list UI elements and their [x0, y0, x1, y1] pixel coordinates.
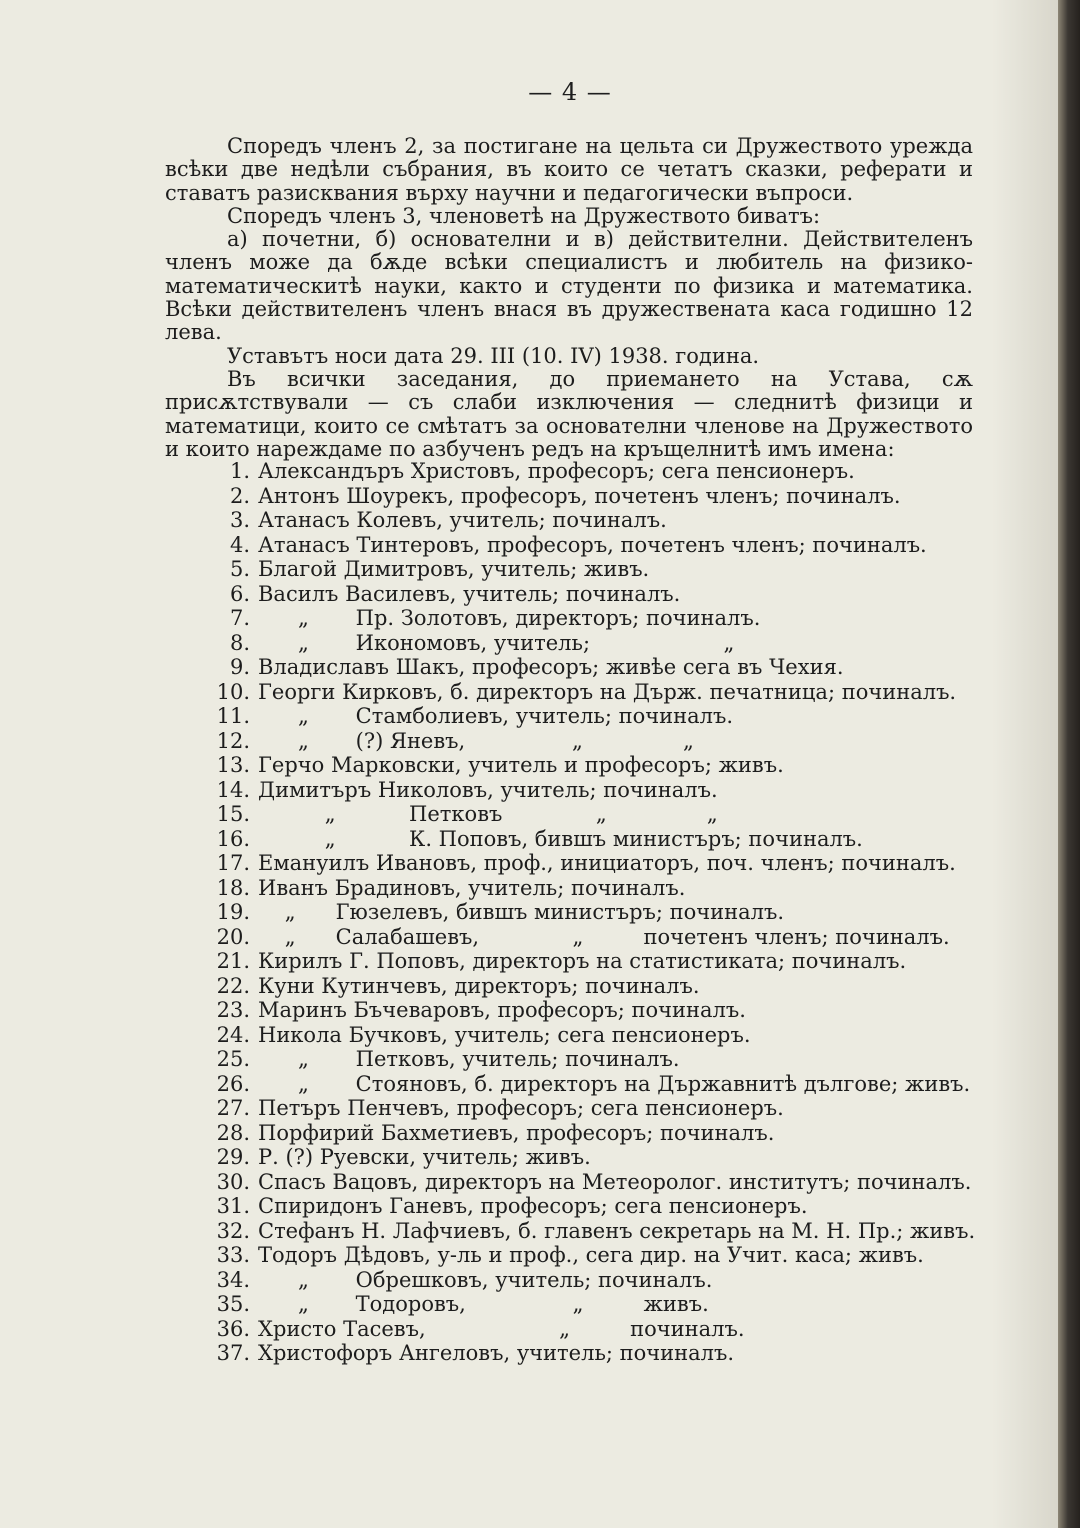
- list-item: [205, 827, 995, 852]
- list-item: [205, 900, 995, 925]
- list-item-number: 13.: [216, 753, 250, 777]
- list-item-number: 4.: [229, 532, 250, 557]
- list-item: [205, 1292, 995, 1317]
- list-item-text: „ Салабашевъ, „ почетенъ членъ; починалъ.: [258, 924, 950, 949]
- list-item: [205, 1268, 995, 1293]
- list-item: [205, 851, 995, 876]
- list-item: [205, 1145, 995, 1170]
- list-item: [205, 557, 995, 582]
- list-item: [205, 459, 995, 484]
- list-item: [205, 876, 995, 901]
- list-item-number: 14.: [216, 777, 250, 802]
- list-item: [205, 1194, 995, 1219]
- list-item-number: 32.: [216, 1218, 250, 1243]
- list-item-text: Никола Бучковъ, учитель; сега пенсионеръ.: [258, 1022, 751, 1047]
- list-item-number: 30.: [216, 1169, 250, 1194]
- list-item: [205, 998, 995, 1023]
- list-item-text: Василъ Василевъ, учитель; починалъ.: [258, 581, 681, 606]
- list-item-text: „ (?) Яневъ, „ „: [258, 728, 694, 753]
- list-item-text: „ Стамболиевъ, учитель; починалъ.: [258, 704, 734, 728]
- list-item: [205, 533, 995, 558]
- list-item-text: Благой Димитровъ, учитель; живъ.: [258, 557, 650, 581]
- paragraph: Въ всички заседания, до приемането на Устава, сѫ присѫтствували — съ слаби изключения — следнитѣ физици и математици, които се смѣтатъ за основателни членове на Дружеството и които нареждаме по азбученъ редъ на кръщелнитѣ имъ имена:: [165, 366, 973, 461]
- list-item-text: Христофоръ Ангеловъ, учитель; починалъ.: [258, 1341, 735, 1365]
- paragraph: Споредъ членъ 2, за постигане на цельта си Дружеството урежда всѣки две недѣли събрания, въ които се четатъ сказки, реферати и ставатъ разисквания върху научни и педагогически въпроси.: [165, 134, 973, 205]
- list-item-text: Атанасъ Колевъ, учитель; починалъ.: [258, 508, 667, 532]
- list-item-text: „ Гюзелевъ, бившъ министъръ; починалъ.: [258, 900, 785, 924]
- list-item-number: 27.: [216, 1096, 250, 1120]
- list-item: [205, 606, 995, 631]
- list-item-number: 21.: [216, 949, 250, 973]
- members-list: [205, 459, 995, 1366]
- list-item-text: Иванъ Брадиновъ, учитель; починалъ.: [258, 875, 686, 900]
- list-item-text: „ Икономовъ, учитель; „: [258, 630, 735, 655]
- list-item-number: 19.: [216, 900, 250, 924]
- list-item-text: Герчо Марковски, учитель и професоръ; живъ.: [258, 753, 784, 777]
- list-item-number: 16.: [216, 826, 250, 851]
- list-item-number: 22.: [216, 973, 250, 998]
- list-item-number: 12.: [216, 728, 250, 753]
- list-item-number: 29.: [216, 1145, 250, 1169]
- list-item-text: „ Обрешковъ, учитель; починалъ.: [258, 1267, 713, 1292]
- list-item-number: 5.: [229, 557, 250, 581]
- list-item-number: 15.: [216, 802, 250, 826]
- list-item-number: 35.: [216, 1292, 250, 1316]
- body-text: [165, 135, 973, 461]
- list-item: [205, 1072, 995, 1097]
- list-item: [205, 1023, 995, 1048]
- list-item-number: 2.: [229, 483, 250, 508]
- list-item-number: 28.: [216, 1120, 250, 1145]
- list-item-text: Маринъ Бъчеваровъ, професоръ; починалъ.: [258, 998, 746, 1022]
- list-item-text: Владиславъ Шакъ, професоръ; живѣе сега въ Чехия.: [258, 655, 844, 679]
- list-item: [205, 1047, 995, 1072]
- list-item-text: Кирилъ Г. Поповъ, директоръ на статистиката; починалъ.: [258, 949, 907, 973]
- list-item-number: 36.: [216, 1316, 250, 1341]
- list-item: [205, 753, 995, 778]
- list-item-number: 23.: [216, 998, 250, 1022]
- list-item-text: Атанасъ Тинтеровъ, професоръ, почетенъ членъ; починалъ.: [258, 532, 927, 557]
- list-item: [205, 508, 995, 533]
- list-item: [205, 1341, 995, 1366]
- list-item-text: Порфирий Бахметиевъ, професоръ; починалъ.: [258, 1120, 775, 1145]
- list-item-text: Петъръ Пенчевъ, професоръ; сега пенсионеръ.: [258, 1096, 784, 1120]
- list-item-number: 8.: [229, 630, 250, 655]
- list-item: [205, 1219, 995, 1244]
- list-item-text: Тодоръ Дѣдовъ, у-ль и проф., сега дир. на Учит. каса; живъ.: [258, 1243, 924, 1267]
- paragraph: Уставътъ носи дата 29. III (10. IV) 1938. година.: [227, 343, 760, 368]
- list-item: [205, 680, 995, 705]
- paragraph: а) почетни, б) основателни и в) действителни. Действителенъ членъ може да бѫде всѣки специалистъ и любитель на физико-математическитѣ науки, както и студенти по физика и математика. Всѣки действителенъ членъ внася въ дружествената каса годишно 12 лева.: [165, 227, 973, 345]
- list-item: [205, 1170, 995, 1195]
- list-item: [205, 631, 995, 656]
- list-item-text: Антонъ Шоурекъ, професоръ, почетенъ членъ; починалъ.: [258, 483, 901, 508]
- list-item-number: 7.: [229, 606, 250, 630]
- list-item-text: Георги Кирковъ, б. директоръ на Държ. печатница; починалъ.: [258, 679, 957, 704]
- list-item-text: Стефанъ Н. Лафчиевъ, б. главенъ секретарь на М. Н. Пр.; живъ.: [258, 1218, 976, 1243]
- scan-edge: [1058, 0, 1080, 1528]
- list-item: [205, 949, 995, 974]
- list-item: [205, 1317, 995, 1342]
- list-item-number: 10.: [216, 679, 250, 704]
- list-item-number: 3.: [229, 508, 250, 532]
- list-item-text: „ К. Поповъ, бившъ министъръ; починалъ.: [258, 826, 863, 851]
- list-item-number: 11.: [216, 704, 250, 728]
- paragraph: Споредъ членъ 3, членоветѣ на Дружеството биватъ:: [227, 203, 821, 228]
- list-item: [205, 1121, 995, 1146]
- list-item-text: „ Петковъ „ „: [258, 802, 718, 826]
- list-item-text: Христо Тасевъ, „ починалъ.: [258, 1316, 745, 1341]
- list-item-number: 9.: [229, 655, 250, 679]
- list-item: [205, 1243, 995, 1268]
- list-item-text: „ Пр. Золотовъ, директоръ; починалъ.: [258, 606, 761, 630]
- list-item-text: „ Стояновъ, б. директоръ на Държавнитѣ дългове; живъ.: [258, 1071, 971, 1096]
- list-item-text: Спиридонъ Ганевъ, професоръ; сега пенсионеръ.: [258, 1194, 808, 1218]
- list-item-text: „ Тодоровъ, „ живъ.: [258, 1292, 709, 1316]
- list-item-number: 25.: [216, 1047, 250, 1071]
- list-item-text: „ Петковъ, учитель; починалъ.: [258, 1047, 680, 1071]
- list-item-number: 37.: [216, 1341, 250, 1365]
- list-item: [205, 582, 995, 607]
- list-item-number: 6.: [229, 581, 250, 606]
- list-item: [205, 484, 995, 509]
- list-item-number: 1.: [229, 459, 250, 483]
- list-item-number: 20.: [216, 924, 250, 949]
- list-item-number: 33.: [216, 1243, 250, 1267]
- list-item-number: 18.: [216, 875, 250, 900]
- list-item-number: 26.: [216, 1071, 250, 1096]
- list-item-number: 17.: [216, 851, 250, 875]
- list-item-text: Димитъръ Николовъ, учитель; починалъ.: [258, 777, 718, 802]
- list-item: [205, 655, 995, 680]
- list-item: [205, 802, 995, 827]
- list-item: [205, 925, 995, 950]
- list-item-number: 34.: [216, 1267, 250, 1292]
- list-item-text: Емануилъ Ивановъ, проф., инициаторъ, поч. членъ; починалъ.: [258, 851, 956, 875]
- list-item-number: 31.: [216, 1194, 250, 1218]
- list-item-text: Спасъ Вацовъ, директоръ на Метеоролог. институтъ; починалъ.: [258, 1169, 972, 1194]
- list-item: [205, 1096, 995, 1121]
- list-item: [205, 974, 995, 999]
- list-item: [205, 778, 995, 803]
- list-item-text: Александъръ Христовъ, професоръ; сега пенсионеръ.: [258, 459, 855, 483]
- list-item-text: Р. (?) Руевски, учитель; живъ.: [258, 1145, 591, 1169]
- list-item-text: Куни Кутинчевъ, директоръ; починалъ.: [258, 973, 700, 998]
- list-item: [205, 729, 995, 754]
- list-item-number: 24.: [216, 1022, 250, 1047]
- page-number: — 4 —: [528, 78, 612, 106]
- list-item: [205, 704, 995, 729]
